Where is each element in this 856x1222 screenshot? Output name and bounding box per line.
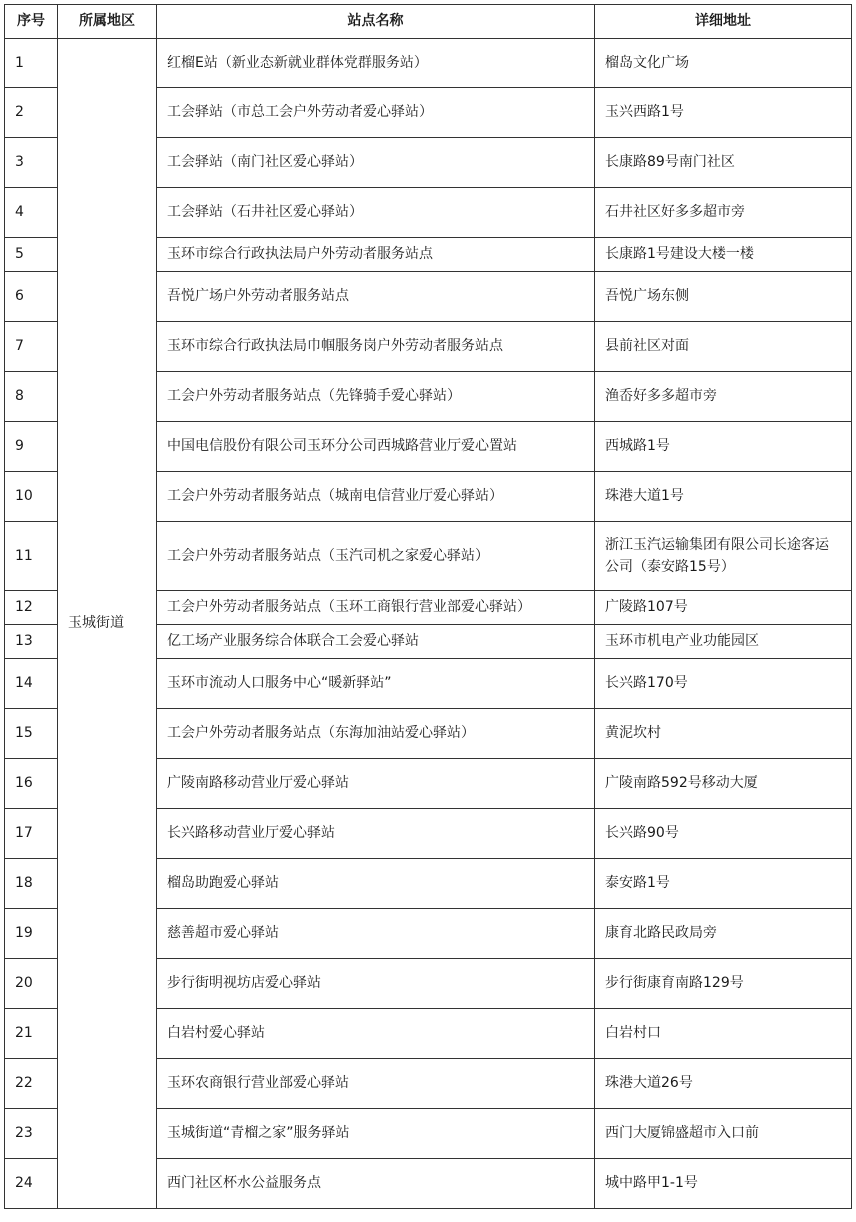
cell-address: 广陵路107号 bbox=[595, 591, 852, 625]
cell-seq: 14 bbox=[5, 659, 58, 709]
cell-seq: 17 bbox=[5, 809, 58, 859]
cell-station-name: 玉环市流动人口服务中心“暖新驿站” bbox=[157, 659, 595, 709]
cell-station-name: 西门社区杯水公益服务点 bbox=[157, 1159, 595, 1209]
table-header-row bbox=[5, 5, 852, 39]
cell-station-name: 工会户外劳动者服务站点（玉环工商银行营业部爱心驿站） bbox=[157, 591, 595, 625]
cell-address: 广陵南路592号移动大厦 bbox=[595, 759, 852, 809]
cell-seq: 10 bbox=[5, 472, 58, 522]
cell-station-name: 步行街明视坊店爱心驿站 bbox=[157, 959, 595, 1009]
cell-seq: 11 bbox=[5, 522, 58, 591]
cell-seq: 8 bbox=[5, 372, 58, 422]
cell-address: 长兴路170号 bbox=[595, 659, 852, 709]
cell-station-name: 工会户外劳动者服务站点（东海加油站爱心驿站） bbox=[157, 709, 595, 759]
cell-seq: 20 bbox=[5, 959, 58, 1009]
cell-station-name: 亿工场产业服务综合体联合工会爱心驿站 bbox=[157, 625, 595, 659]
cell-address: 长康路89号南门社区 bbox=[595, 138, 852, 188]
cell-region: 玉城街道 bbox=[58, 39, 157, 1209]
cell-address: 长兴路90号 bbox=[595, 809, 852, 859]
cell-address: 玉环市机电产业功能园区 bbox=[595, 625, 852, 659]
cell-station-name: 红榴E站（新业态新就业群体党群服务站） bbox=[157, 39, 595, 88]
cell-address: 渔岙好多多超市旁 bbox=[595, 372, 852, 422]
cell-station-name: 工会驿站（石井社区爱心驿站） bbox=[157, 188, 595, 238]
header-seq: 序号 bbox=[5, 5, 58, 39]
cell-seq: 4 bbox=[5, 188, 58, 238]
cell-station-name: 工会驿站（市总工会户外劳动者爱心驿站） bbox=[157, 88, 595, 138]
cell-seq: 24 bbox=[5, 1159, 58, 1209]
cell-station-name: 白岩村爱心驿站 bbox=[157, 1009, 595, 1059]
cell-address: 城中路甲1-1号 bbox=[595, 1159, 852, 1209]
cell-station-name: 工会户外劳动者服务站点（城南电信营业厅爱心驿站） bbox=[157, 472, 595, 522]
header-region: 所属地区 bbox=[58, 5, 157, 39]
cell-station-name: 广陵南路移动营业厅爱心驿站 bbox=[157, 759, 595, 809]
cell-station-name: 慈善超市爱心驿站 bbox=[157, 909, 595, 959]
cell-address: 西门大厦锦盛超市入口前 bbox=[595, 1109, 852, 1159]
cell-seq: 22 bbox=[5, 1059, 58, 1109]
cell-station-name: 玉环市综合行政执法局户外劳动者服务站点 bbox=[157, 238, 595, 272]
cell-station-name: 中国电信股份有限公司玉环分公司西城路营业厅爱心置站 bbox=[157, 422, 595, 472]
cell-address: 康育北路民政局旁 bbox=[595, 909, 852, 959]
cell-address: 吾悦广场东侧 bbox=[595, 272, 852, 322]
cell-address: 榴岛文化广场 bbox=[595, 39, 852, 88]
cell-address: 县前社区对面 bbox=[595, 322, 852, 372]
cell-station-name: 玉环市综合行政执法局巾帼服务岗户外劳动者服务站点 bbox=[157, 322, 595, 372]
table-row bbox=[5, 39, 852, 88]
cell-address: 长康路1号建设大楼一楼 bbox=[595, 238, 852, 272]
cell-seq: 13 bbox=[5, 625, 58, 659]
cell-station-name: 工会户外劳动者服务站点（先锋骑手爱心驿站） bbox=[157, 372, 595, 422]
cell-seq: 19 bbox=[5, 909, 58, 959]
cell-address: 浙江玉汽运输集团有限公司长途客运公司（泰安路15号） bbox=[595, 522, 852, 591]
cell-seq: 3 bbox=[5, 138, 58, 188]
cell-address: 石井社区好多多超市旁 bbox=[595, 188, 852, 238]
header-address: 详细地址 bbox=[595, 5, 852, 39]
cell-station-name: 榴岛助跑爱心驿站 bbox=[157, 859, 595, 909]
cell-seq: 1 bbox=[5, 39, 58, 88]
cell-address: 白岩村口 bbox=[595, 1009, 852, 1059]
cell-seq: 9 bbox=[5, 422, 58, 472]
header-station-name: 站点名称 bbox=[157, 5, 595, 39]
cell-address: 珠港大道26号 bbox=[595, 1059, 852, 1109]
cell-station-name: 长兴路移动营业厅爱心驿站 bbox=[157, 809, 595, 859]
cell-address: 黄泥坎村 bbox=[595, 709, 852, 759]
cell-seq: 6 bbox=[5, 272, 58, 322]
cell-station-name: 工会户外劳动者服务站点（玉汽司机之家爱心驿站） bbox=[157, 522, 595, 591]
cell-seq: 16 bbox=[5, 759, 58, 809]
cell-station-name: 玉城街道“青榴之家”服务驿站 bbox=[157, 1109, 595, 1159]
cell-seq: 5 bbox=[5, 238, 58, 272]
cell-address: 步行街康育南路129号 bbox=[595, 959, 852, 1009]
cell-station-name: 玉环农商银行营业部爱心驿站 bbox=[157, 1059, 595, 1109]
stations-table bbox=[4, 4, 852, 1209]
cell-seq: 15 bbox=[5, 709, 58, 759]
cell-seq: 12 bbox=[5, 591, 58, 625]
cell-seq: 23 bbox=[5, 1109, 58, 1159]
cell-seq: 18 bbox=[5, 859, 58, 909]
cell-address: 玉兴西路1号 bbox=[595, 88, 852, 138]
cell-seq: 2 bbox=[5, 88, 58, 138]
cell-address: 泰安路1号 bbox=[595, 859, 852, 909]
table-body bbox=[5, 39, 852, 1209]
cell-seq: 21 bbox=[5, 1009, 58, 1059]
cell-address: 珠港大道1号 bbox=[595, 472, 852, 522]
cell-station-name: 吾悦广场户外劳动者服务站点 bbox=[157, 272, 595, 322]
cell-seq: 7 bbox=[5, 322, 58, 372]
cell-address: 西城路1号 bbox=[595, 422, 852, 472]
cell-station-name: 工会驿站（南门社区爱心驿站） bbox=[157, 138, 595, 188]
